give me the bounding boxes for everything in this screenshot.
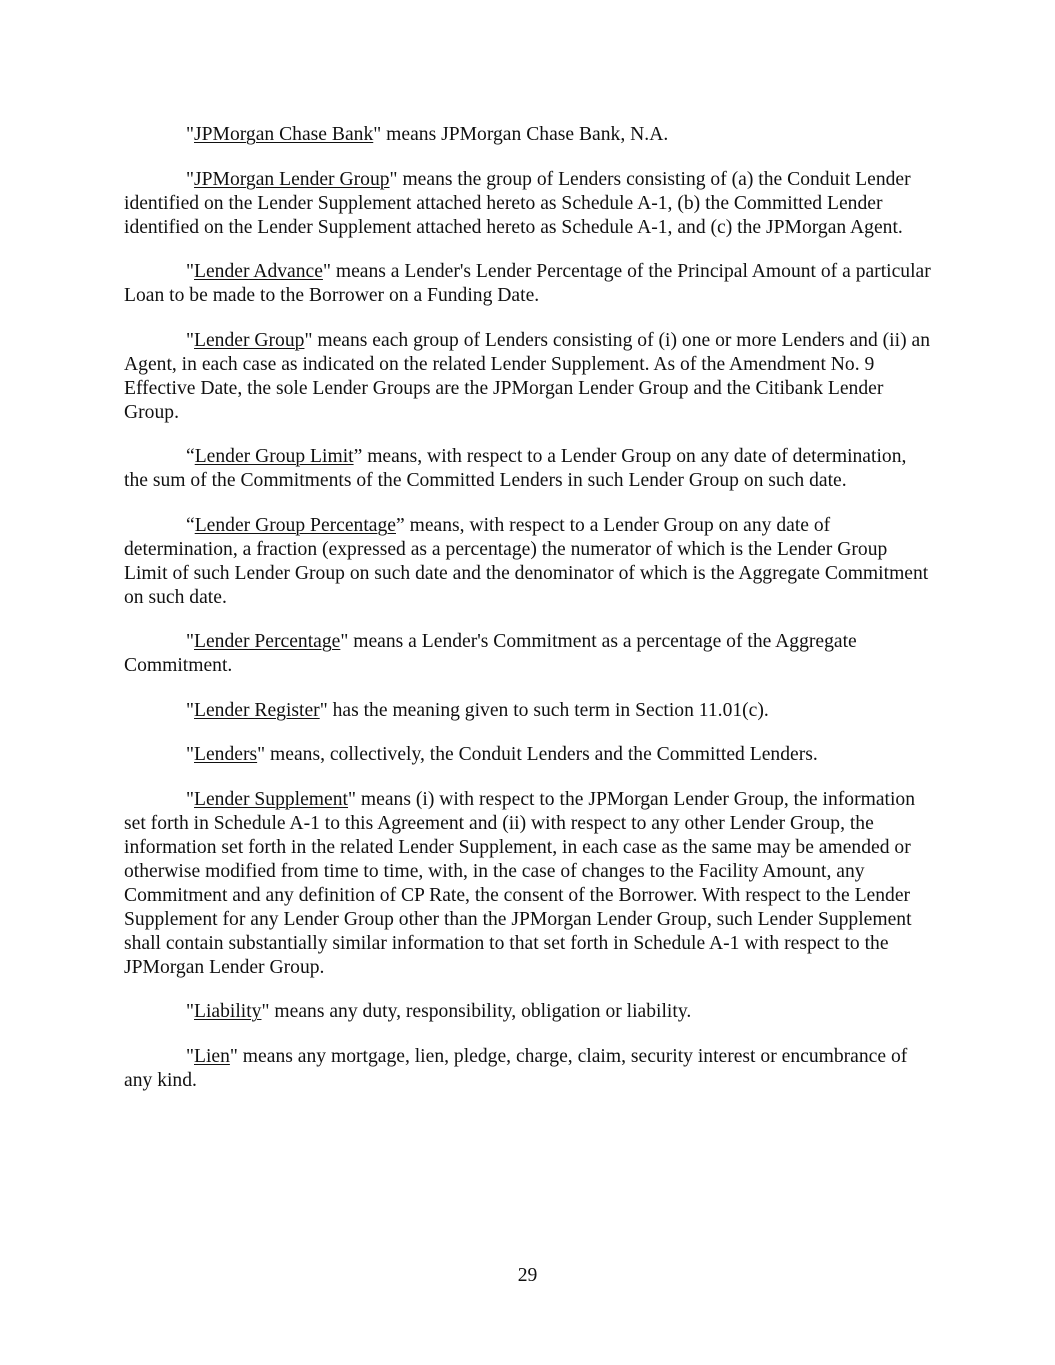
open-quote: ": [186, 1045, 194, 1067]
definition-text: means, with respect to a Lender Group on any date of determination, a fraction (expressed as a percentage) the numerator of which is the Lender Group Limit of such Lender Group on such date and the denominator of which is the Aggregate Commitment on such date.: [124, 514, 929, 608]
open-quote: ": [186, 168, 194, 190]
defined-term: Lender Group Limit: [194, 446, 354, 467]
definition-text: means (i) with respect to the JPMorgan Lender Group, the information set forth in Schedule A-1 to this Agreement and (ii) with respect to any other Lender Group, the information set forth in the related Lender Supplement, in each case as the same may be amended or otherwise modified from time to time, with, in the case of changes to the Facility Amount, any Commitment and any definition of CP Rate, the consent of the Borrower. With respect to the Lender Supplement for any Lender Group other than the JPMorgan Lender Group, such Lender Supplement shall contain substantially similar information to that set forth in Schedule A-1 with respect to the JPMorgan Lender Group.: [124, 788, 916, 978]
open-quote: “: [186, 446, 195, 467]
close-quote: ": [261, 1001, 270, 1022]
open-quote: ": [186, 1001, 194, 1022]
defined-term: Liability: [194, 1001, 262, 1022]
definition-paragraph: [124, 630, 932, 678]
definition-text: means, with respect to a Lender Group on any date of determination, the sum of the Commitments of the Committed Lenders in such Lender Group on such date.: [124, 446, 907, 491]
definition-text: means each group of Lenders consisting of (i) one or more Lenders and (ii) an Agent, in each case as indicated on the related Lender Supplement. As of the Amendment No. 9 Effective Date, the sole Lender Groups are the JPMorgan Lender Group and the Citibank Lender Group.: [124, 329, 930, 423]
open-quote: ": [186, 124, 194, 145]
defined-term: JPMorgan Chase Bank: [194, 124, 374, 145]
close-quote: ": [373, 124, 382, 145]
defined-term: Lenders: [194, 744, 258, 765]
definition-text: means JPMorgan Chase Bank, N.A.: [381, 124, 669, 145]
definition-paragraph: [124, 1045, 932, 1093]
definition-text: has the meaning given to such term in Section 11.01(c).: [327, 699, 769, 721]
definition-text: means, collectively, the Conduit Lenders and the Committed Lenders.: [265, 744, 818, 765]
open-quote: ": [186, 329, 194, 351]
definition-paragraph: [124, 445, 932, 493]
definition-paragraph: [124, 260, 932, 308]
close-quote: ": [319, 699, 328, 721]
close-quote: ": [340, 631, 349, 652]
definition-paragraph: [124, 743, 932, 767]
definition-paragraph: [124, 1000, 932, 1024]
definition-text: means any mortgage, lien, pledge, charge, claim, security interest or encumbrance of any kind.: [124, 1045, 908, 1091]
definition-text: means the group of Lenders consisting of (a) the Conduit Lender identified on the Lender Supplement attached hereto as Schedule A-1, (b) the Committed Lender identified on the Lender Supplement attached hereto as Schedule A-1, and (c) the JPMorgan Agent.: [124, 168, 911, 238]
close-quote: ": [322, 261, 331, 282]
definition-paragraph: [124, 168, 932, 240]
defined-term: Lender Supplement: [194, 788, 348, 810]
close-quote: ”: [353, 446, 363, 467]
defined-term: Lender Advance: [194, 261, 323, 282]
defined-term: Lender Register: [194, 699, 320, 721]
definition-paragraph: [124, 788, 932, 980]
document-body: [124, 123, 932, 1113]
definition-text: means a Lender's Commitment as a percentage of the Aggregate Commitment.: [124, 631, 857, 676]
definition-text: means a Lender's Lender Percentage of the Principal Amount of a particular Loan to be made to the Borrower on a Funding Date.: [124, 261, 931, 306]
defined-term: Lender Group: [194, 329, 305, 351]
open-quote: ": [186, 788, 194, 810]
definition-paragraph: [124, 123, 932, 147]
close-quote: ": [257, 744, 266, 765]
defined-term: JPMorgan Lender Group: [194, 168, 390, 190]
open-quote: ": [186, 699, 194, 721]
defined-term: Lien: [194, 1045, 230, 1067]
close-quote: ": [389, 168, 398, 190]
open-quote: ": [186, 261, 194, 282]
defined-term: Lender Group Percentage: [194, 514, 396, 536]
open-quote: ": [186, 744, 194, 765]
close-quote: ": [229, 1045, 238, 1067]
open-quote: “: [186, 514, 195, 536]
definition-text: means any duty, responsibility, obligation or liability.: [269, 1001, 692, 1022]
open-quote: ": [186, 631, 194, 652]
definition-paragraph: [124, 329, 932, 425]
definition-paragraph: [124, 514, 932, 610]
page-number: 29: [517, 1265, 538, 1286]
close-quote: ": [304, 329, 313, 351]
close-quote: ": [348, 788, 356, 810]
definition-paragraph: [124, 699, 932, 723]
defined-term: Lender Percentage: [194, 631, 341, 652]
close-quote: ”: [396, 514, 405, 536]
